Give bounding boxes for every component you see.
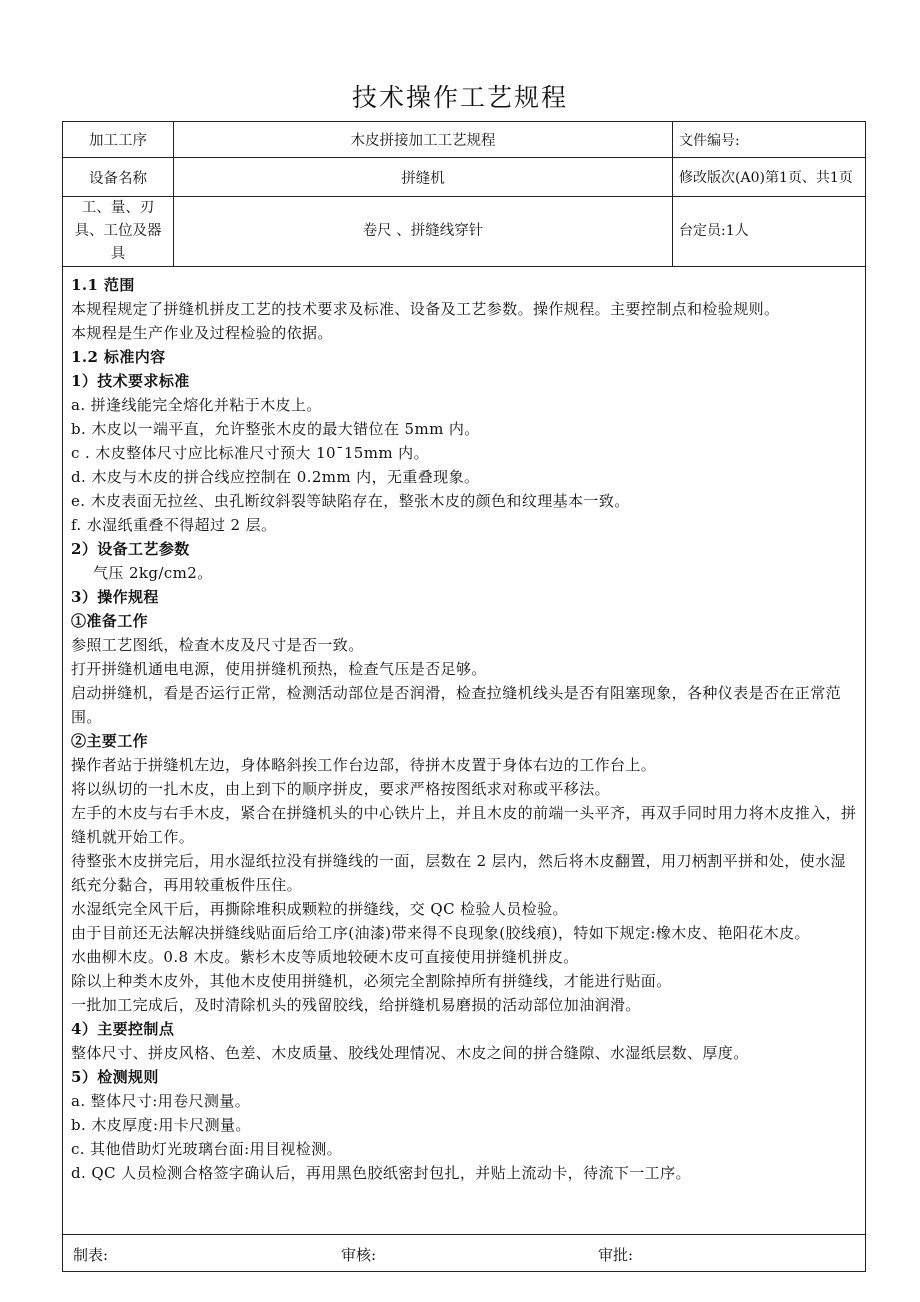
prepared-by-label: 制表: (73, 1246, 109, 1264)
label-tools: 工、量、刃具、工位及器具 (63, 197, 174, 267)
body-paragraph: d. QC 人员检测合格签字确认后，再用黑色胶纸密封包扎，并贴上流动卡，待流下一工序。 (71, 1164, 691, 1182)
body-paragraph: 启动拼缝机，看是否运行正常，检测活动部位是否润滑，检查拉缝机线头是否有阻塞现象，各种仪表是否在正常范围。 (71, 684, 842, 726)
section-heading: 3）操作规程 (71, 588, 159, 606)
section-heading: 4）主要控制点 (71, 1020, 175, 1038)
body-paragraph: d. 木皮与木皮的拼合线应控制在 0.2mm 内，无重叠现象。 (71, 468, 480, 486)
signature-row (63, 1235, 866, 1272)
body-paragraph: 待整张木皮拼完后，用水湿纸拉没有拼缝线的一面，层数在 2 层内，然后将木皮翻置，用刀柄割平拼和处，使水湿纸充分黏合，再用较重板件压住。 (71, 852, 846, 894)
section-heading: 1.2 标准内容 (71, 348, 166, 366)
body-paragraph: 参照工艺图纸，检查木皮及尺寸是否一致。 (71, 636, 364, 654)
body-paragraph: 本规程是生产作业及过程检验的依据。 (71, 324, 333, 342)
body-paragraph: 水曲柳木皮。0.8 木皮。紫杉木皮等质地较硬木皮可直接使用拼缝机拼皮。 (71, 948, 579, 966)
section-heading: 5）检测规则 (71, 1068, 159, 1086)
header-row-equipment (63, 158, 866, 197)
body-paragraph: 打开拼缝机通电电源，使用拼缝机预热，检查气压是否足够。 (71, 660, 487, 678)
body-paragraph: 除以上种类木皮外，其他木皮使用拼缝机，必须完全割除掉所有拼缝线，才能进行贴面。 (71, 972, 672, 990)
approved-by-label: 审批: (598, 1246, 634, 1264)
section-heading: ①准备工作 (71, 612, 149, 630)
value-tools: 卷尺 、拼缝线穿针 (174, 197, 673, 267)
body-paragraph: 本规程规定了拼缝机拼皮工艺的技术要求及标准、设备及工艺参数。操作规程。主要控制点和检验规则。 (71, 300, 780, 318)
document-title: 技术操作工艺规程 (351, 83, 568, 112)
body-paragraph: e. 木皮表面无拉丝、虫孔断纹斜裂等缺陷存在，整张木皮的颜色和纹理基本一致。 (71, 492, 630, 510)
body-paragraph: 一批加工完成后，及时清除机头的残留胶线，给拼缝机易磨损的活动部位加油润滑。 (71, 996, 641, 1014)
section-heading: 1）技术要求标准 (71, 372, 190, 390)
section-heading: ②主要工作 (71, 732, 149, 750)
body-paragraph: 整体尺寸、拼皮风格、色差、木皮质量、胶线处理情况、木皮之间的拼合缝隙、水湿纸层数、厚度。 (71, 1044, 749, 1062)
body-paragraph: a. 整体尺寸:用卷尺测量。 (71, 1092, 251, 1110)
header-row-tools (63, 197, 866, 267)
body-paragraph: 将以纵切的一扎木皮，由上到下的顺序拼皮，要求严格按图纸求对称或平移法。 (71, 780, 611, 798)
body-paragraph: a. 拼逢线能完全熔化并粘于木皮上。 (71, 396, 322, 414)
section-heading: 2）设备工艺参数 (71, 540, 190, 558)
staffing: 台定员:1人 (673, 197, 866, 267)
body-row (63, 267, 866, 1235)
header-row-process (63, 122, 866, 158)
procedure-body (63, 267, 866, 1235)
label-process: 加工工序 (63, 122, 174, 158)
body-paragraph: 操作者站于拼缝机左边，身体略斜挨工作台边部，待拼木皮置于身体右边的工作台上。 (71, 756, 657, 774)
body-paragraph: b. 木皮以一端平直，允许整张木皮的最大错位在 5mm 内。 (71, 420, 480, 438)
body-paragraph: 由于目前还无法解决拼缝线贴面后给工序(油漆)带来得不良现象(胶线痕)，特如下规定:橡木皮、艳阳花木皮。 (71, 924, 810, 942)
label-equipment: 设备名称 (63, 158, 174, 197)
revision-info: 修改版次(A0)第1页、共1页 (673, 158, 866, 197)
value-equipment: 拼缝机 (174, 158, 673, 197)
file-number: 文件编号: (673, 122, 866, 158)
reviewed-by-label: 审核: (341, 1246, 377, 1264)
procedure-table (62, 121, 866, 1272)
body-paragraph: 水湿纸完全风干后，再撕除堆积成颗粒的拼缝线，交 QC 检验人员检验。 (71, 900, 568, 918)
body-paragraph: b. 木皮厚度:用卡尺测量。 (71, 1116, 251, 1134)
section-heading: 1.1 范围 (71, 276, 135, 294)
body-paragraph: c. 其他借助灯光玻璃台面:用目视检测。 (71, 1140, 342, 1158)
body-paragraph: f. 水湿纸重叠不得超过 2 层。 (71, 516, 277, 534)
body-paragraph: c . 木皮整体尺寸应比标准尺寸预大 10¯15mm 内。 (71, 444, 429, 462)
value-process: 木皮拼接加工工艺规程 (174, 122, 673, 158)
body-paragraph: 左手的木皮与右手木皮，紧合在拼缝机头的中心铁片上，并且木皮的前端一头平齐，再双手同时用力将木皮推入，拼缝机就开始工作。 (71, 804, 857, 846)
body-paragraph: 气压 2kg/cm2。 (93, 564, 213, 582)
